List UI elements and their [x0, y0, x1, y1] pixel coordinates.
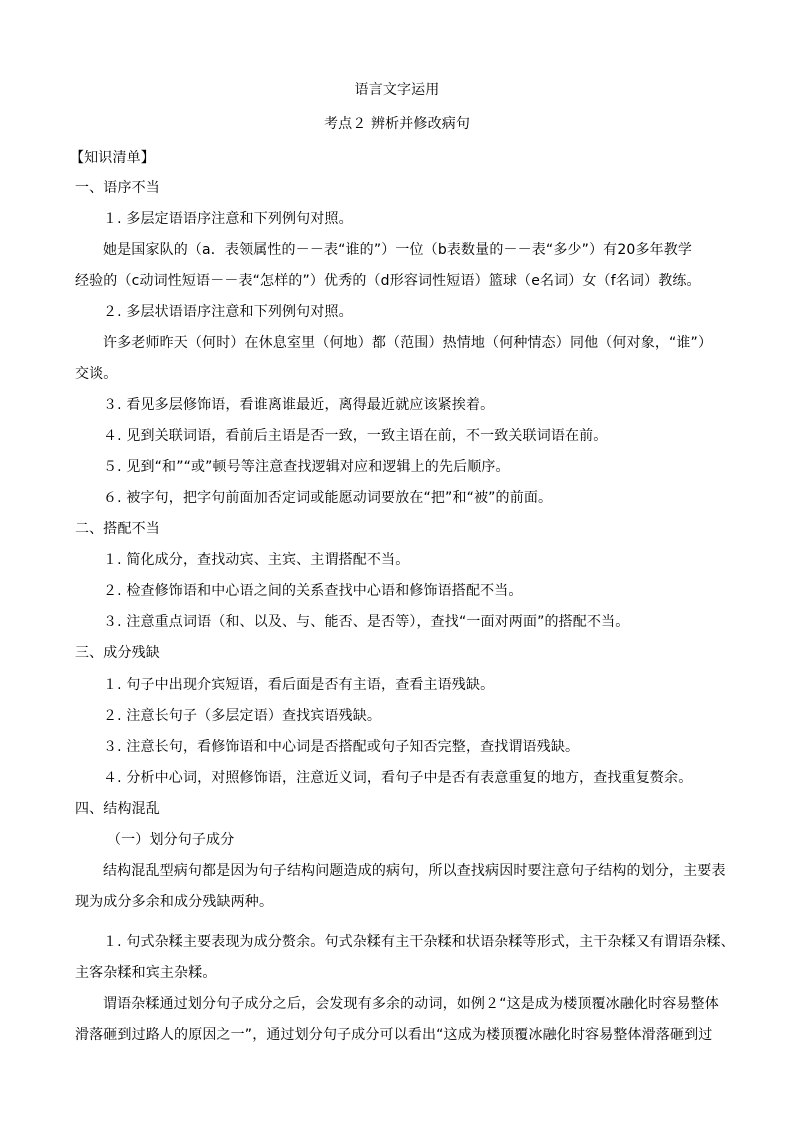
paragraph-line: ２. 注意长句子（多层定语）查找宾语残缺。	[103, 708, 382, 724]
paragraph-line: ４. 分析中心词，对照修饰语，注意近义词，看句子中是否有表意重复的地方，查找重复赘余。	[103, 770, 693, 786]
paragraph-line: 主客杂糅和宾主杂糅。	[75, 965, 217, 981]
paragraph-line: ５. 见到“和”“或”顿号等注意查找逻辑对应和逻辑上的先后顺序。	[103, 459, 510, 475]
paragraph-line: ２. 检查修饰语和中心语之间的关系查找中心语和修饰语搭配不当。	[103, 583, 523, 599]
paragraph-line: 结构混乱型病句都是因为句子结构问题造成的病句，所以查找病因时要注意句子结构的划分，主要表	[103, 863, 726, 879]
paragraph-line: 滑落砸到过路人的原因之一”，通过划分句子成分可以看出“这成为楼顶覆冰融化时容易整体滑落砸到过	[75, 1027, 713, 1043]
paragraph-line: ６. 被字句，把字句前面加否定词或能愿动词要放在“把”和“被”的前面。	[103, 490, 553, 506]
document-subtitle: 考点２ 辨析并修改病句	[323, 116, 471, 132]
section-label: 【知识清单】	[70, 150, 155, 166]
paragraph-line: 交谈。	[75, 366, 118, 382]
paragraph-line: ４. 见到关联词语，看前后主语是否一致，一致主语在前，不一致关联词语在前。	[103, 428, 608, 444]
paragraph-line: ３. 注意重点词语（和、以及、与、能否、是否等），查找“一面对两面”的搭配不当。	[103, 614, 630, 630]
heading-4: 四、结构混乱	[75, 801, 160, 817]
paragraph-line: １. 多层定语语序注意和下列例句对照。	[103, 211, 353, 227]
heading-1: 一、语序不当	[75, 180, 160, 196]
paragraph-line: 谓语杂糅通过划分句子成分之后，会发现有多余的动词，如例２“这是成为楼顶覆冰融化时容易整体	[103, 996, 719, 1012]
heading-2: 二、搭配不当	[75, 521, 160, 537]
paragraph-line: １. 句式杂糅主要表现为成分赘余。句式杂糅有主干杂糅和状语杂糅等形式，主干杂糅又有谓语杂糅、	[103, 934, 735, 950]
paragraph-line: 许多老师昨天（何时）在休息室里（何地）都（范围）热情地（何种情态）同他（何对象，“谁”）	[103, 335, 713, 351]
paragraph-line: ２. 多层状语语序注意和下列例句对照。	[103, 304, 353, 320]
subheading: （一）划分句子成分	[107, 832, 235, 848]
paragraph-line: １. 简化成分，查找动宾、主宾、主谓搭配不当。	[103, 552, 410, 568]
document-title: 语言文字运用	[354, 82, 440, 98]
heading-3: 三、成分残缺	[75, 645, 160, 661]
paragraph-line: 她是国家队的（a．表领属性的－－表“谁的”）一位（b表数量的－－表“多少”）有20多年教学	[103, 242, 693, 258]
paragraph-line: 经验的（c动词性短语－－表“怎样的”）优秀的（d形容词性短语）篮球（e名词）女（f名词）教练。	[75, 273, 701, 289]
paragraph-line: 现为成分多余和成分残缺两种。	[75, 894, 274, 910]
paragraph-line: ３. 注意长句，看修饰语和中心词是否搭配或句子知否完整，查找谓语残缺。	[103, 739, 580, 755]
paragraph-line: １. 句子中出现介宾短语，看后面是否有主语，查看主语残缺。	[103, 677, 495, 693]
paragraph-line: ３. 看见多层修饰语，看谁离谁最近，离得最近就应该紧挨着。	[103, 397, 495, 413]
